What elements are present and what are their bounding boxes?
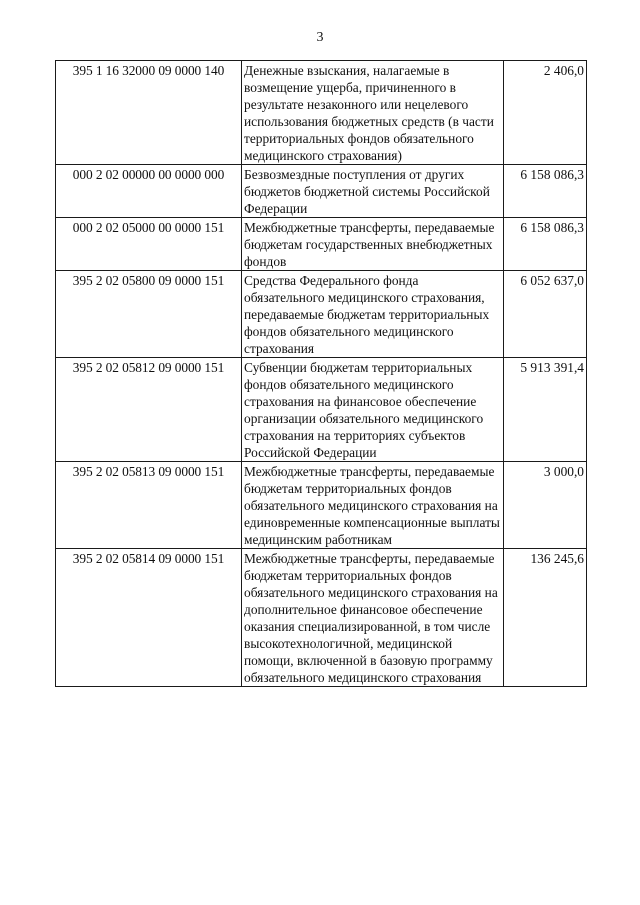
amount-cell: 6 158 086,3 xyxy=(504,218,587,271)
revenue-name-cell: Безвозмездные поступления от других бюджетов бюджетной системы Российской Федерации xyxy=(242,165,504,218)
table-row xyxy=(56,271,587,358)
budget-code-cell: 395 2 02 05814 09 0000 151 xyxy=(56,549,242,687)
budget-code-cell: 395 1 16 32000 09 0000 140 xyxy=(56,61,242,165)
table-row xyxy=(56,358,587,462)
revenue-name-cell: Межбюджетные трансферты, передаваемые бюджетам территориальных фондов обязательного медицинского страхования на дополнительное финансовое обеспечение оказания специализированной, в том числе высокотехнологичной, медицинской помощи, включенной в базовую программу обязательного медицинского страхования xyxy=(242,549,504,687)
page-number: 3 xyxy=(316,30,324,45)
revenue-name-cell: Межбюджетные трансферты, передаваемые бюджетам территориальных фондов обязательного медицинского страхования на единовременные компенсационные выплаты медицинским работникам xyxy=(242,462,504,549)
amount-cell: 5 913 391,4 xyxy=(504,358,587,462)
revenue-name-cell: Средства Федерального фонда обязательного медицинского страхования, передаваемые бюджетам территориальных фондов обязательного медицинского страхования xyxy=(242,271,504,358)
revenue-table xyxy=(55,60,587,687)
table-row xyxy=(56,549,587,687)
amount-cell: 6 052 637,0 xyxy=(504,271,587,358)
revenue-name-cell: Денежные взыскания, налагаемые в возмещение ущерба, причиненного в результате незаконного или нецелевого использования бюджетных средств (в части территориальных фондов обязательного медицинского страхования) xyxy=(242,61,504,165)
table-row xyxy=(56,462,587,549)
budget-code-cell: 000 2 02 00000 00 0000 000 xyxy=(56,165,242,218)
amount-cell: 3 000,0 xyxy=(504,462,587,549)
budget-code-cell: 395 2 02 05812 09 0000 151 xyxy=(56,358,242,462)
table-row xyxy=(56,61,587,165)
table-row xyxy=(56,165,587,218)
revenue-name-cell: Субвенции бюджетам территориальных фондов обязательного медицинского страхования на финансовое обеспечение организации обязательного медицинского страхования на территориях субъектов Российской Федерации xyxy=(242,358,504,462)
budget-code-cell: 395 2 02 05813 09 0000 151 xyxy=(56,462,242,549)
amount-cell: 136 245,6 xyxy=(504,549,587,687)
amount-cell: 6 158 086,3 xyxy=(504,165,587,218)
amount-cell: 2 406,0 xyxy=(504,61,587,165)
budget-code-cell: 000 2 02 05000 00 0000 151 xyxy=(56,218,242,271)
revenue-name-cell: Межбюджетные трансферты, передаваемые бюджетам государственных внебюджетных фондов xyxy=(242,218,504,271)
budget-code-cell: 395 2 02 05800 09 0000 151 xyxy=(56,271,242,358)
table-row xyxy=(56,218,587,271)
